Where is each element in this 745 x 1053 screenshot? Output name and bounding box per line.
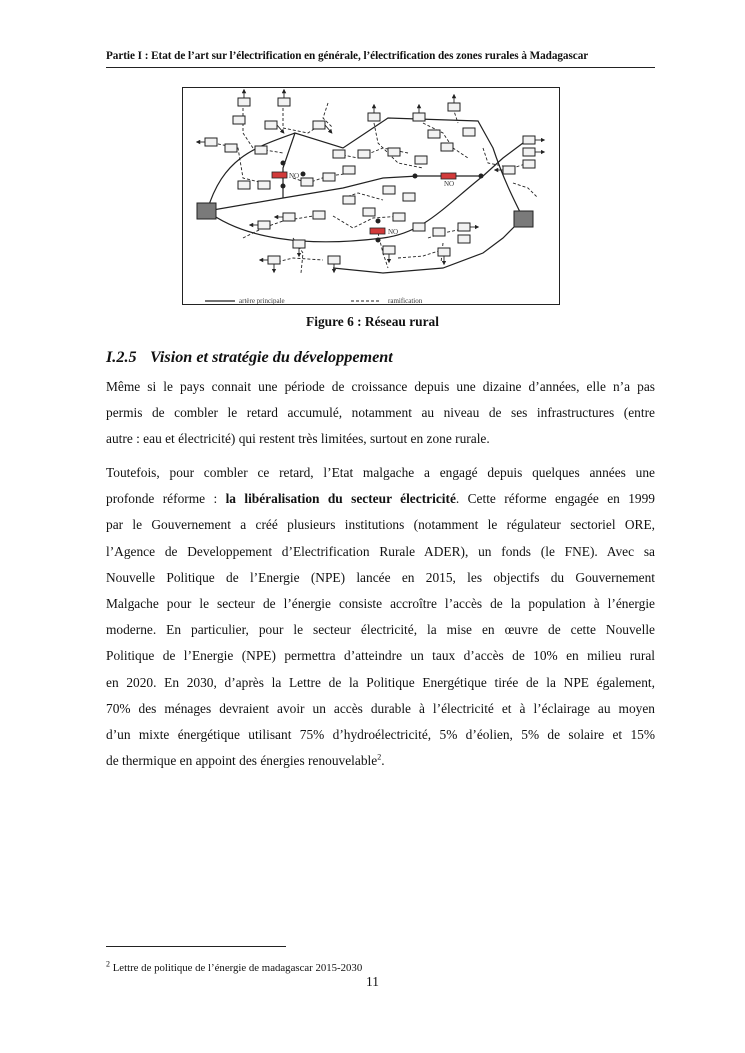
running-header-text: Partie I : Etat de l’art sur l’électrification en générale, l’électrification des zones rurales à Madagascar [106, 50, 589, 62]
section-title: Vision et stratégie du développement [150, 348, 393, 366]
figure-legend [205, 297, 423, 304]
footnote-text: Lettre de politique de l’énergie de madagascar 2015-2030 [110, 962, 363, 974]
running-header [106, 50, 655, 62]
paragraph-2 [106, 460, 655, 774]
footnote-reference: 2 [377, 752, 382, 762]
switch-no-3 [370, 228, 385, 234]
section-number: I.2.5 [106, 348, 137, 366]
paragraph-2-line: moderne. En particulier, pour le secteur électricité, la mise en œuvre de cette Nouvelle [106, 622, 655, 638]
open-switches [272, 172, 456, 234]
paragraph-2-line: Toutefois, pour combler ce retard, l’Etat malgache a engagé depuis quelques années une [106, 465, 655, 480]
paragraph-2-line [106, 486, 655, 512]
paragraph-1 [106, 374, 655, 453]
legend-main-label: artère principale [239, 297, 285, 304]
paragraph-2-text: . Cette réforme engagée en 1999 [455, 491, 656, 507]
paragraph-2-line: Nouvelle Politique de l’Energie (NPE) lancée en 2015, les objectifs du Gouvernement [106, 569, 655, 585]
switch-label-2: NO [444, 180, 455, 188]
paragraph-1-line: Même si le pays connait une période de croissance depuis une dizaine d’années, elle n’a pas [106, 379, 655, 394]
emphasis-liberalisation: la libéralisation du secteur électricité [225, 491, 456, 507]
paragraph-2-line: d’un mixte énergétique utilisant 75% d’hydroélectricité, 5% d’éolien, 5% de solaire et 15% [106, 726, 655, 742]
paragraph-1-line: permis de combler le retard accumulé, notamment au niveau de ses infrastructures (entre [106, 405, 655, 421]
footnote-marker: 2 [106, 959, 110, 969]
paragraph-2-text: de thermique en appoint des énergies renouvelable [106, 753, 378, 769]
header-rule [106, 67, 655, 68]
paragraph-2-line [106, 748, 655, 774]
paragraph-2-text: profonde réforme : [106, 491, 226, 507]
legend-branch-label: ramification [388, 297, 423, 304]
footnote-rule [106, 946, 286, 947]
switch-no-1 [272, 172, 287, 178]
paragraph-2-line: par le Gouvernement a créé plusieurs institutions (notamment le régulateur sectoriel ORE, [106, 517, 655, 533]
section-heading [106, 348, 393, 367]
page-number: 11 [366, 974, 379, 989]
footnote [106, 959, 363, 974]
source-left [197, 203, 216, 219]
rural-network-figure [182, 87, 560, 305]
paragraph-2-line: 70% des ménages devraient avoir un accès durable à l’électricité et à l’éclairage au moyen [106, 700, 655, 716]
paragraph-1-line: autre : eau et électricité) qui restent très limitées, surtout en zone rurale. [106, 431, 490, 447]
main-artery-lines [207, 118, 523, 273]
paragraph-2-line: l’Agence de Developpement d’Electrification Rurale ADER), un fonds (le FNE). Avec sa [106, 543, 655, 559]
paragraph-2-line: Politique de l’Energie (NPE) permettra d’atteindre un taux d’accès de 10% en milieu rural [106, 648, 655, 664]
source-right [514, 211, 533, 227]
figure-caption: Figure 6 : Réseau rural [306, 314, 439, 329]
switch-label-3: NO [388, 228, 399, 236]
switch-no-2 [441, 173, 456, 179]
rural-network-diagram [183, 88, 559, 304]
paragraph-2-line: en 2020. En 2030, d’après la Lettre de la Politique Energétique tirée de la NPE également, [106, 674, 655, 690]
paragraph-2-line: Malgache pour le secteur de l’énergie consiste accroître l’accès de la population à l’énergie [106, 595, 655, 611]
paragraph-2-text: . [381, 753, 385, 769]
switch-label-1: NO [289, 172, 300, 180]
